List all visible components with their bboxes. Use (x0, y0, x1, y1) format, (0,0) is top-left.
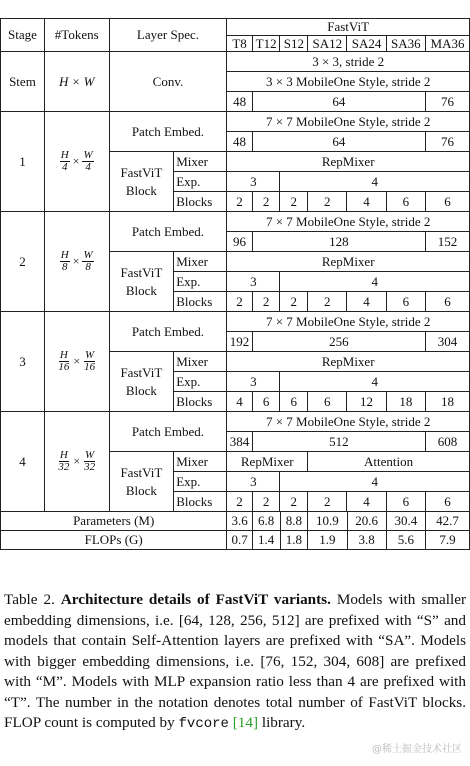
mixer-label: Mixer (174, 252, 227, 272)
caption-bold: Architecture details of FastViT variants. (60, 591, 331, 608)
mixer-value: RepMixer (227, 252, 470, 272)
blocks-value: 4 (347, 492, 386, 512)
blocks-value: 6 (386, 492, 425, 512)
blocks-value: 12 (347, 392, 386, 412)
summary-table (0, 511, 470, 550)
blocks-value: 2 (308, 192, 347, 212)
header-stage: Stage (1, 19, 45, 52)
stem-tokens: H × W (44, 52, 109, 112)
blocks-value: 18 (425, 392, 469, 412)
blocks-value: 2 (227, 192, 252, 212)
params-row (1, 512, 470, 531)
blocks-value: 6 (425, 192, 469, 212)
flops-sa12: 1.9 (308, 531, 347, 550)
params-ma36: 42.7 (426, 512, 470, 531)
table-caption (4, 590, 466, 735)
params-sa36: 30.4 (386, 512, 425, 531)
fastvit-block-label: FastViT Block (109, 252, 174, 312)
patch-embed-label: Patch Embed. (109, 412, 227, 452)
blocks-label: Blocks (174, 492, 227, 512)
fastvit-block-label: FastViT Block (109, 352, 174, 412)
variant-sa24: SA24 (347, 35, 386, 52)
blocks-label: Blocks (174, 392, 227, 412)
stem-mobileone-spec: 3 × 3 MobileOne Style, stride 2 (227, 72, 470, 92)
exp-label: Exp. (174, 472, 227, 492)
patch-embed-spec: 7 × 7 MobileOne Style, stride 2 (227, 112, 470, 132)
flops-label: FLOPs (G) (1, 531, 227, 550)
stage-tokens: $\frac{H}{32}$ × $\frac{W}{32}$ (44, 412, 109, 512)
tokens-w-fraction: $\frac{W}{16}$ (84, 349, 96, 374)
exp-value-other: 4 (280, 272, 470, 292)
stage-1-patch-row-1 (1, 112, 470, 132)
flops-t12: 1.4 (252, 531, 280, 550)
mixer-label: Mixer (174, 452, 227, 472)
stem-layer: Conv. (109, 52, 227, 112)
params-sa24: 20.6 (347, 512, 386, 531)
watermark: @稀土掘金技术社区 (372, 744, 462, 755)
patch-embed-label: Patch Embed. (109, 212, 227, 252)
mixer-value-repmixer: RepMixer (227, 452, 308, 472)
caption-ref-link[interactable]: [14] (232, 714, 259, 731)
caption-text-2: library. (258, 714, 306, 731)
blocks-value: 6 (425, 292, 469, 312)
variant-s12: S12 (280, 35, 308, 52)
blocks-value: 2 (227, 292, 252, 312)
exp-value-other: 4 (280, 472, 470, 492)
blocks-value: 2 (227, 492, 252, 512)
tokens-w-fraction: $\frac{W}{32}$ (84, 449, 96, 474)
dim-m: 76 (425, 132, 469, 152)
caption-mono: fvcore (178, 716, 229, 732)
stage-4-patch-row-1 (1, 412, 470, 432)
blocks-label: Blocks (174, 192, 227, 212)
fastvit-block-label: FastViT Block (109, 152, 174, 212)
variant-t12: T12 (252, 35, 280, 52)
fastvit-block-label: FastViT Block (109, 452, 174, 512)
blocks-value: 6 (252, 392, 280, 412)
blocks-value: 2 (280, 492, 308, 512)
stage-number: 1 (1, 112, 45, 212)
blocks-label: Blocks (174, 292, 227, 312)
dim-m: 304 (425, 332, 469, 352)
stage-tokens: $\frac{H}{8}$ × $\frac{W}{8}$ (44, 212, 109, 312)
flops-sa24: 3.8 (347, 531, 386, 550)
exp-label: Exp. (174, 172, 227, 192)
caption-text-1: Models with smaller embedding dimensions, i.e. [64, 128, 256, 512] are prefixed with “S” and models that contain Self-Attention layers are prefixed with “SA”. Models with bigger embedding dimensions, i.e. [76, 152, 304, 608] are prefixed with “M”. Models with MLP expansion ratio less than 4 are prefixed with “T”. The number in the notation denotes total number of FastViT blocks. FLOP count is computed by (4, 591, 467, 731)
stage-3-patch-row-1 (1, 312, 470, 332)
header-layer-spec: Layer Spec. (109, 19, 227, 52)
blocks-value: 2 (308, 492, 347, 512)
flops-t8: 0.7 (227, 531, 252, 550)
params-label: Parameters (M) (1, 512, 227, 531)
exp-value-other: 4 (280, 172, 470, 192)
mixer-label: Mixer (174, 352, 227, 372)
exp-value-t: 3 (227, 172, 280, 192)
stage-tokens: $\frac{H}{4}$ × $\frac{W}{4}$ (44, 112, 109, 212)
dim-s: 512 (252, 432, 425, 452)
patch-embed-spec: 7 × 7 MobileOne Style, stride 2 (227, 212, 470, 232)
mixer-value: RepMixer (227, 352, 470, 372)
dim-m: 608 (425, 432, 469, 452)
flops-sa36: 5.6 (386, 531, 425, 550)
params-t12: 6.8 (252, 512, 280, 531)
variant-ma36: MA36 (426, 35, 470, 52)
variant-t8: T8 (227, 35, 252, 52)
exp-value-t: 3 (227, 272, 280, 292)
patch-embed-spec: 7 × 7 MobileOne Style, stride 2 (227, 412, 470, 432)
blocks-value: 6 (280, 392, 308, 412)
dim-s: 64 (252, 132, 425, 152)
stem-stage: Stem (1, 52, 45, 112)
blocks-value: 4 (347, 192, 386, 212)
stem-row-1 (1, 52, 470, 72)
stage-number: 2 (1, 212, 45, 312)
blocks-value: 2 (280, 192, 308, 212)
blocks-value: 2 (308, 292, 347, 312)
blocks-value: 6 (425, 492, 469, 512)
dim-m: 152 (425, 232, 469, 252)
patch-embed-label: Patch Embed. (109, 112, 227, 152)
dim-t: 384 (227, 432, 252, 452)
blocks-value: 6 (308, 392, 347, 412)
flops-row (1, 531, 470, 550)
exp-label: Exp. (174, 372, 227, 392)
flops-s12: 1.8 (280, 531, 308, 550)
tokens-h-fraction: $\frac{H}{32}$ (58, 449, 70, 474)
stem-conv-spec: 3 × 3, stride 2 (227, 52, 470, 72)
flops-ma36: 7.9 (426, 531, 470, 550)
blocks-value: 4 (227, 392, 252, 412)
exp-label: Exp. (174, 272, 227, 292)
blocks-value: 18 (386, 392, 425, 412)
params-s12: 8.8 (280, 512, 308, 531)
blocks-value: 4 (347, 292, 386, 312)
dim-s: 256 (252, 332, 425, 352)
params-t8: 3.6 (227, 512, 252, 531)
architecture-table (0, 18, 470, 112)
dim-t: 192 (227, 332, 252, 352)
dim-s: 128 (252, 232, 425, 252)
dim-t: 48 (227, 132, 252, 152)
header-fastvit: FastViT (227, 19, 470, 36)
blocks-value: 2 (252, 192, 280, 212)
header-tokens: #Tokens (44, 19, 109, 52)
tokens-h-fraction: $\frac{H}{16}$ (58, 349, 70, 374)
blocks-value: 2 (252, 292, 280, 312)
params-sa12: 10.9 (308, 512, 347, 531)
stem-dim-t: 48 (227, 92, 252, 112)
mixer-value: RepMixer (227, 152, 470, 172)
stage-number: 3 (1, 312, 45, 412)
mixer-value-attention: Attention (308, 452, 470, 472)
patch-embed-label: Patch Embed. (109, 312, 227, 352)
blocks-value: 6 (386, 292, 425, 312)
tokens-h-fraction: $\frac{H}{8}$ (60, 249, 69, 274)
exp-value-t: 3 (227, 472, 280, 492)
tokens-w-fraction: $\frac{W}{4}$ (83, 149, 93, 174)
blocks-value: 2 (252, 492, 280, 512)
blocks-value: 2 (280, 292, 308, 312)
variant-sa36: SA36 (386, 35, 425, 52)
mixer-label: Mixer (174, 152, 227, 172)
stage-tokens: $\frac{H}{16}$ × $\frac{W}{16}$ (44, 312, 109, 412)
header-row-1 (1, 19, 470, 36)
tokens-h-fraction: $\frac{H}{4}$ (60, 149, 69, 174)
exp-value-t: 3 (227, 372, 280, 392)
stage-number: 4 (1, 412, 45, 512)
caption-lead: Table 2. (4, 591, 55, 608)
stage-2-patch-row-1 (1, 212, 470, 232)
patch-embed-spec: 7 × 7 MobileOne Style, stride 2 (227, 312, 470, 332)
stem-dim-s: 64 (252, 92, 425, 112)
dim-t: 96 (227, 232, 252, 252)
exp-value-other: 4 (280, 372, 470, 392)
architecture-table-container (0, 18, 470, 550)
stage-tables (0, 111, 470, 512)
tokens-w-fraction: $\frac{W}{8}$ (83, 249, 93, 274)
stem-dim-m: 76 (426, 92, 470, 112)
variant-sa12: SA12 (308, 35, 347, 52)
blocks-value: 6 (386, 192, 425, 212)
